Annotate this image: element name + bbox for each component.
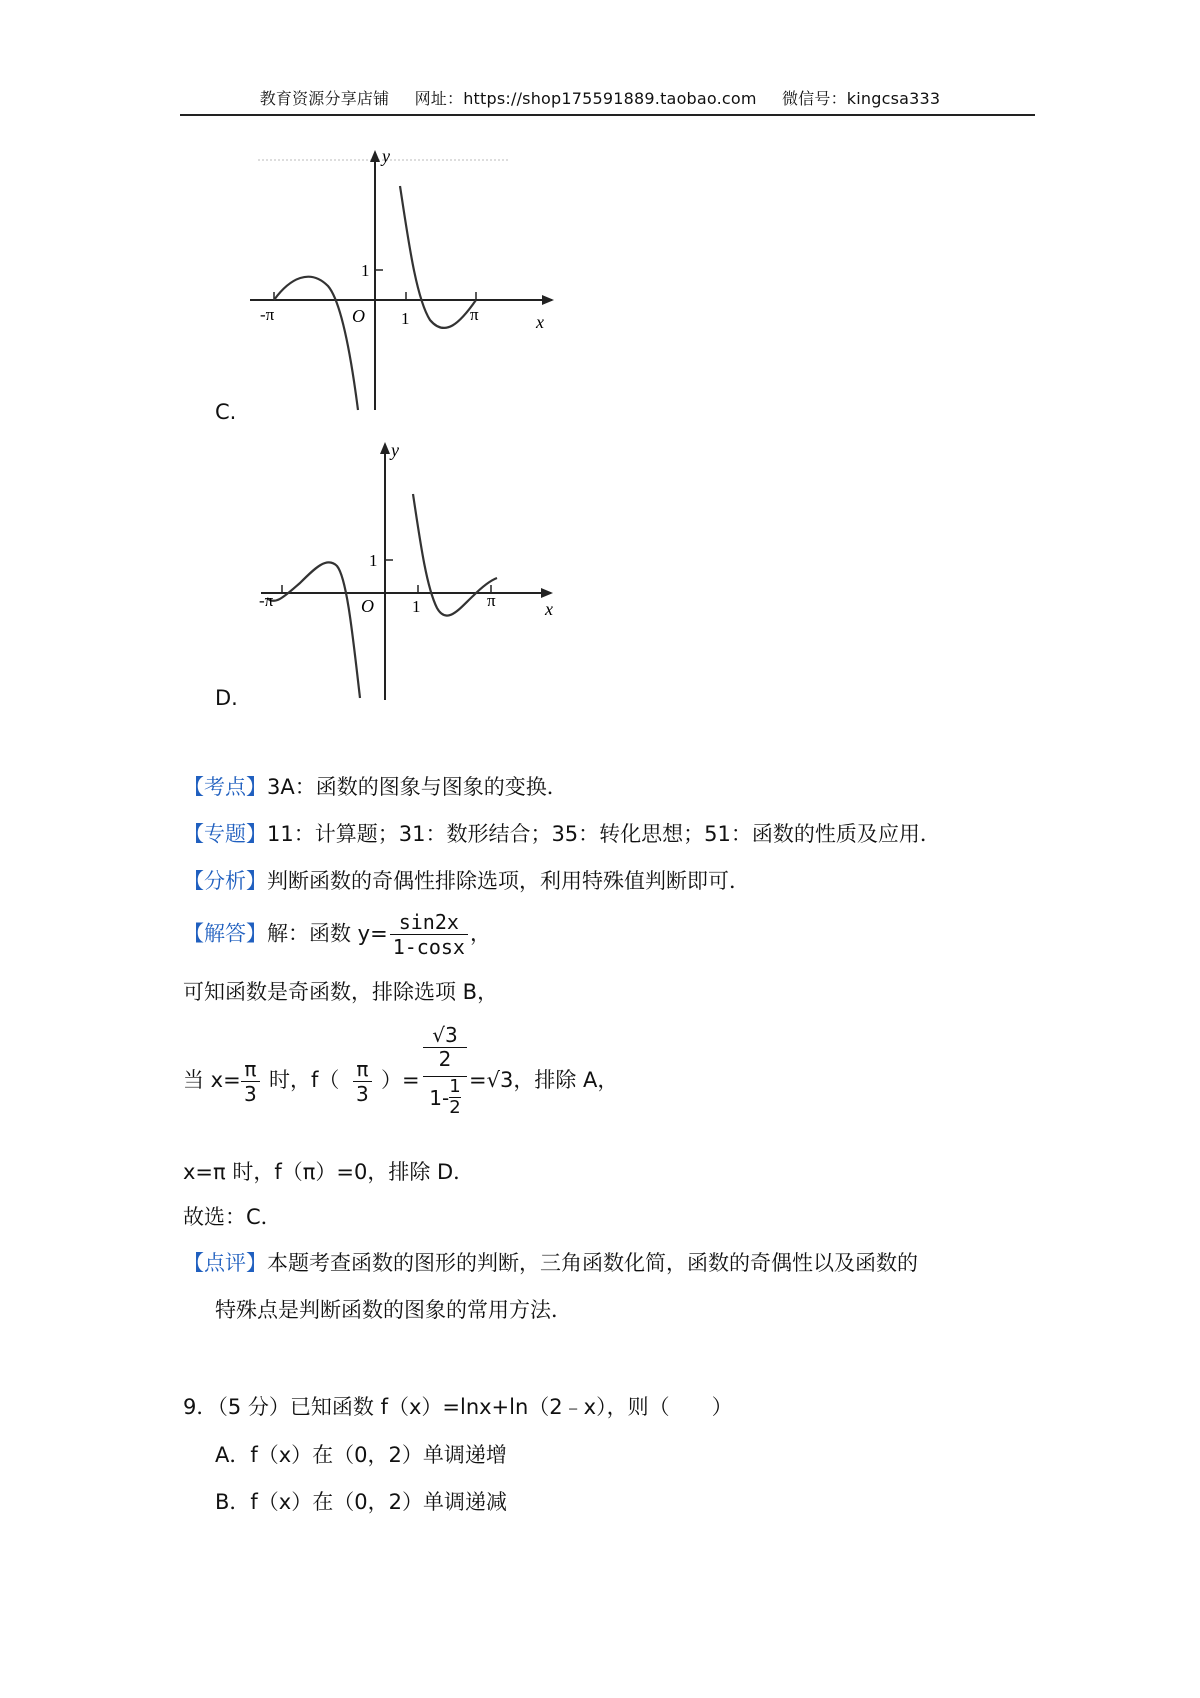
question9-option-a: A．f（x）在（0，2）单调递增 [215,1443,507,1467]
graph-d-curve-left [267,562,360,698]
pi-over-3-b [353,1057,372,1106]
pi-over-3-a-num: π [241,1057,260,1082]
pi-over-3-a-den: 3 [244,1082,257,1106]
graph-d-curve-right [413,494,497,616]
graph-c-label-negpi: -π [260,305,275,324]
dianping-text1: 本题考查函数的图形的判断，三角函数化简，函数的奇偶性以及函数的 [267,1251,918,1275]
fenxi-text: 判断函数的奇偶性排除选项，利用特殊值判断即可． [267,869,750,893]
graph-c-label-pi: π [470,305,479,324]
dianping-tag: 【点评】 [183,1251,267,1275]
when-prefix: 当 x= [183,1068,241,1092]
option-c-label: C. [215,400,237,424]
zhuanti-tag: 【专题】 [183,822,267,846]
graph-c [240,148,570,418]
graph-d [255,438,575,708]
when-close: ）= [381,1068,420,1092]
graph-d-y-arrow [380,442,390,454]
dianping-line [183,1248,918,1278]
graph-d-label-pi: π [487,591,496,610]
graph-c-label-origin: O [352,306,365,326]
eq-sqrt3: =√3，排除 A， [469,1068,619,1092]
big-num-two: 2 [423,1047,467,1070]
header-site: 网址：https://shop175591889.taobao.com [414,89,757,108]
choose-line: 故选：C． [183,1205,282,1229]
zhuanti-line [183,819,941,849]
question9-option-b: B．f（x）在（0，2）单调递减 [215,1490,507,1514]
big-den-one: 1- [429,1085,450,1110]
kaodian-line [183,772,568,802]
pi-over-3-b-num: π [353,1057,372,1082]
graph-d-label-origin: O [361,596,374,616]
header-wechat: 微信号：kingcsa333 [781,89,941,108]
pi-line: x=π 时，f（π）=0，排除 D． [183,1160,475,1184]
dianping-line2: 特殊点是判断函数的图象的常用方法． [215,1298,572,1322]
odd-line: 可知函数是奇函数，排除选项 B， [183,980,499,1004]
big-num-sqrt3: √3 [432,1023,458,1047]
header-shop: 教育资源分享店铺 [259,89,390,108]
graph-c-label-x: x [536,312,544,332]
page-header [0,86,1200,109]
jieda-line [183,910,491,959]
big-den-half-den: 2 [449,1097,461,1118]
when-mid: 时，f（ [269,1068,340,1092]
graph-d-label-one-x: 1 [412,597,421,616]
graph-d-x-arrow [541,588,553,598]
jieda-fraction [390,910,468,959]
pi-over-3-b-den: 3 [356,1082,369,1106]
graph-d-label-x: x [545,599,553,619]
graph-c-curve-left [274,277,358,410]
graph-c-curve-right [400,186,476,328]
graph-c-label-y: y [382,148,390,166]
jieda-fraction-den: 1-cosx [392,935,465,959]
kaodian-text: 3A：函数的图象与图象的变换． [267,775,568,799]
graph-c-x-arrow [542,295,554,305]
big-den-half [449,1077,460,1118]
option-d-label: D. [215,686,238,710]
jieda-fraction-num: sin2x [390,910,468,935]
pi-over-3-a [241,1057,260,1106]
fenxi-tag: 【分析】 [183,869,267,893]
kaodian-tag: 【考点】 [183,775,267,799]
graph-c-label-one-y: 1 [361,261,370,280]
question9-stem: 9．（5 分）已知函数 f（x）=lnx+ln（2﹣x），则（ ） [183,1395,733,1419]
jieda-suffix: ， [469,921,491,946]
graph-d-label-one-y: 1 [369,551,378,570]
graph-d-label-y: y [391,440,399,460]
graph-c-label-one-x: 1 [401,309,410,328]
graph-c-y-arrow [370,150,380,162]
graph-d-label-negpi: -π [259,591,274,610]
header-divider [180,114,1035,116]
jieda-tag: 【解答】 [183,921,267,946]
big-fraction [423,1023,467,1118]
zhuanti-text: 11：计算题；31：数形结合；35：转化思想；51：函数的性质及应用． [267,822,941,846]
jieda-prefix: 解：函数 y= [267,921,388,946]
big-den-half-num: 1 [449,1076,461,1097]
fenxi-line [183,866,750,896]
